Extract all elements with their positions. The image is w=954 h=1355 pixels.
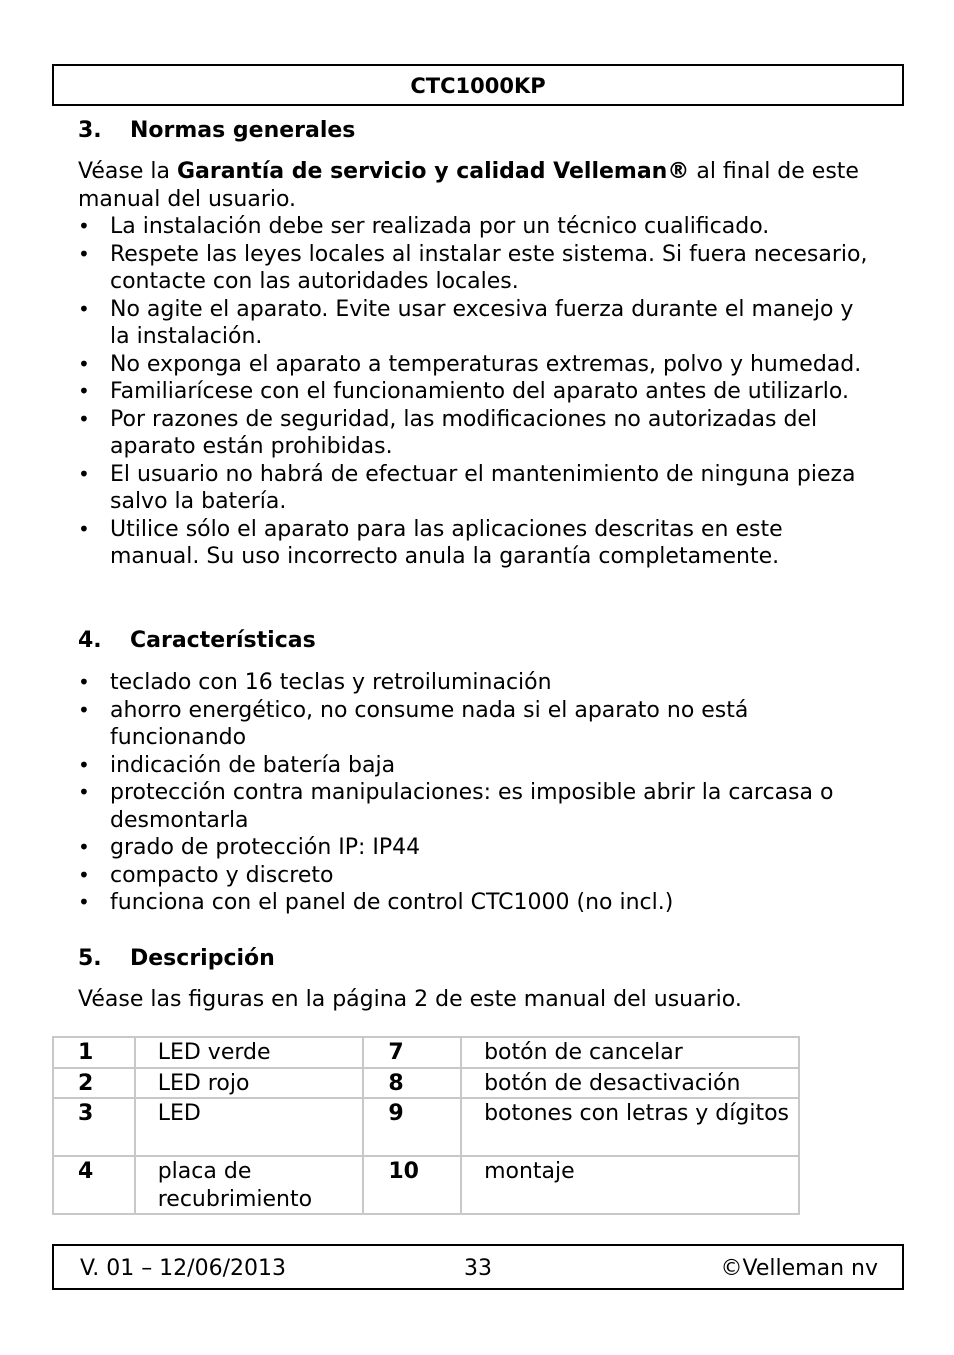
list-item: • Respete las leyes locales al instalar este sistema. Si fuera necesario, contacte con las autoridades locales. bbox=[78, 241, 878, 296]
page-number: 33 bbox=[464, 1256, 492, 1281]
list-item: • No agite el aparato. Evite usar excesiva fuerza durante el manejo y la instalación. bbox=[78, 296, 878, 351]
part-label: LED bbox=[135, 1098, 364, 1156]
list-item: • Utilice sólo el aparato para las aplicaciones descritas en este manual. Su uso incorrecto anula la garantía completamente. bbox=[78, 516, 878, 571]
section-number: 4. bbox=[78, 628, 102, 653]
copyright: ©Velleman nv bbox=[720, 1256, 878, 1281]
part-number: 2 bbox=[53, 1068, 135, 1099]
parts-table bbox=[52, 1036, 800, 1215]
table-row bbox=[53, 1068, 799, 1099]
part-number: 8 bbox=[363, 1068, 461, 1099]
part-number: 3 bbox=[53, 1098, 135, 1156]
model-title: CTC1000KP bbox=[410, 74, 546, 98]
intro-text-end: al final de este manual del usuario. bbox=[78, 159, 859, 212]
table-row bbox=[53, 1098, 799, 1156]
document-header bbox=[52, 64, 904, 106]
section-4-list bbox=[78, 669, 878, 917]
part-number: 9 bbox=[363, 1098, 461, 1156]
list-item: • indicación de batería baja bbox=[78, 752, 878, 780]
part-number: 1 bbox=[53, 1037, 135, 1068]
part-number: 4 bbox=[53, 1156, 135, 1214]
part-label: botones con letras y dígitos bbox=[461, 1098, 799, 1156]
list-item: • grado de protección IP: IP44 bbox=[78, 834, 878, 862]
list-item: • Familiarícese con el funcionamiento del aparato antes de utilizarlo. bbox=[78, 378, 878, 406]
list-item: • teclado con 16 teclas y retroiluminación bbox=[78, 669, 878, 697]
version-date: V. 01 – 12/06/2013 bbox=[80, 1256, 286, 1281]
section-number: 5. bbox=[78, 946, 102, 971]
part-label: LED verde bbox=[135, 1037, 364, 1068]
section-title: Normas generales bbox=[130, 118, 356, 143]
list-item: • El usuario no habrá de efectuar el mantenimiento de ninguna pieza salvo la batería. bbox=[78, 461, 878, 516]
section-number: 3. bbox=[78, 118, 102, 143]
list-item: • compacto y discreto bbox=[78, 862, 878, 890]
list-item: • Por razones de seguridad, las modificaciones no autorizadas del aparato están prohibidas. bbox=[78, 406, 878, 461]
intro-bold-text: Garantía de servicio y calidad Velleman® bbox=[176, 159, 690, 184]
table-row bbox=[53, 1156, 799, 1214]
section-title: Descripción bbox=[130, 946, 275, 971]
part-label: montaje bbox=[461, 1156, 799, 1214]
list-item: • protección contra manipulaciones: es imposible abrir la carcasa o desmontarla bbox=[78, 779, 878, 834]
part-label: placa de recubrimiento bbox=[135, 1156, 364, 1214]
section-5-heading bbox=[78, 945, 275, 973]
part-number: 10 bbox=[363, 1156, 461, 1214]
list-item: • No exponga el aparato a temperaturas extremas, polvo y humedad. bbox=[78, 351, 878, 379]
section-4-heading bbox=[78, 627, 316, 655]
intro-text: Véase la bbox=[78, 159, 177, 184]
list-item: • funciona con el panel de control CTC1000 (no incl.) bbox=[78, 889, 878, 917]
part-label: LED rojo bbox=[135, 1068, 364, 1099]
table-row bbox=[53, 1037, 799, 1068]
list-item: • ahorro energético, no consume nada si el aparato no está funcionando bbox=[78, 697, 878, 752]
part-number: 7 bbox=[363, 1037, 461, 1068]
section-title: Características bbox=[130, 628, 316, 653]
section-3-intro bbox=[78, 158, 878, 213]
section-5-intro: Véase las figuras en la página 2 de este manual del usuario. bbox=[78, 987, 742, 1012]
section-3-heading bbox=[78, 117, 355, 145]
list-item: • La instalación debe ser realizada por un técnico cualificado. bbox=[78, 213, 878, 241]
part-label: botón de desactivación bbox=[461, 1068, 799, 1099]
document-footer bbox=[52, 1244, 904, 1290]
part-label: botón de cancelar bbox=[461, 1037, 799, 1068]
section-3-list bbox=[78, 213, 878, 571]
